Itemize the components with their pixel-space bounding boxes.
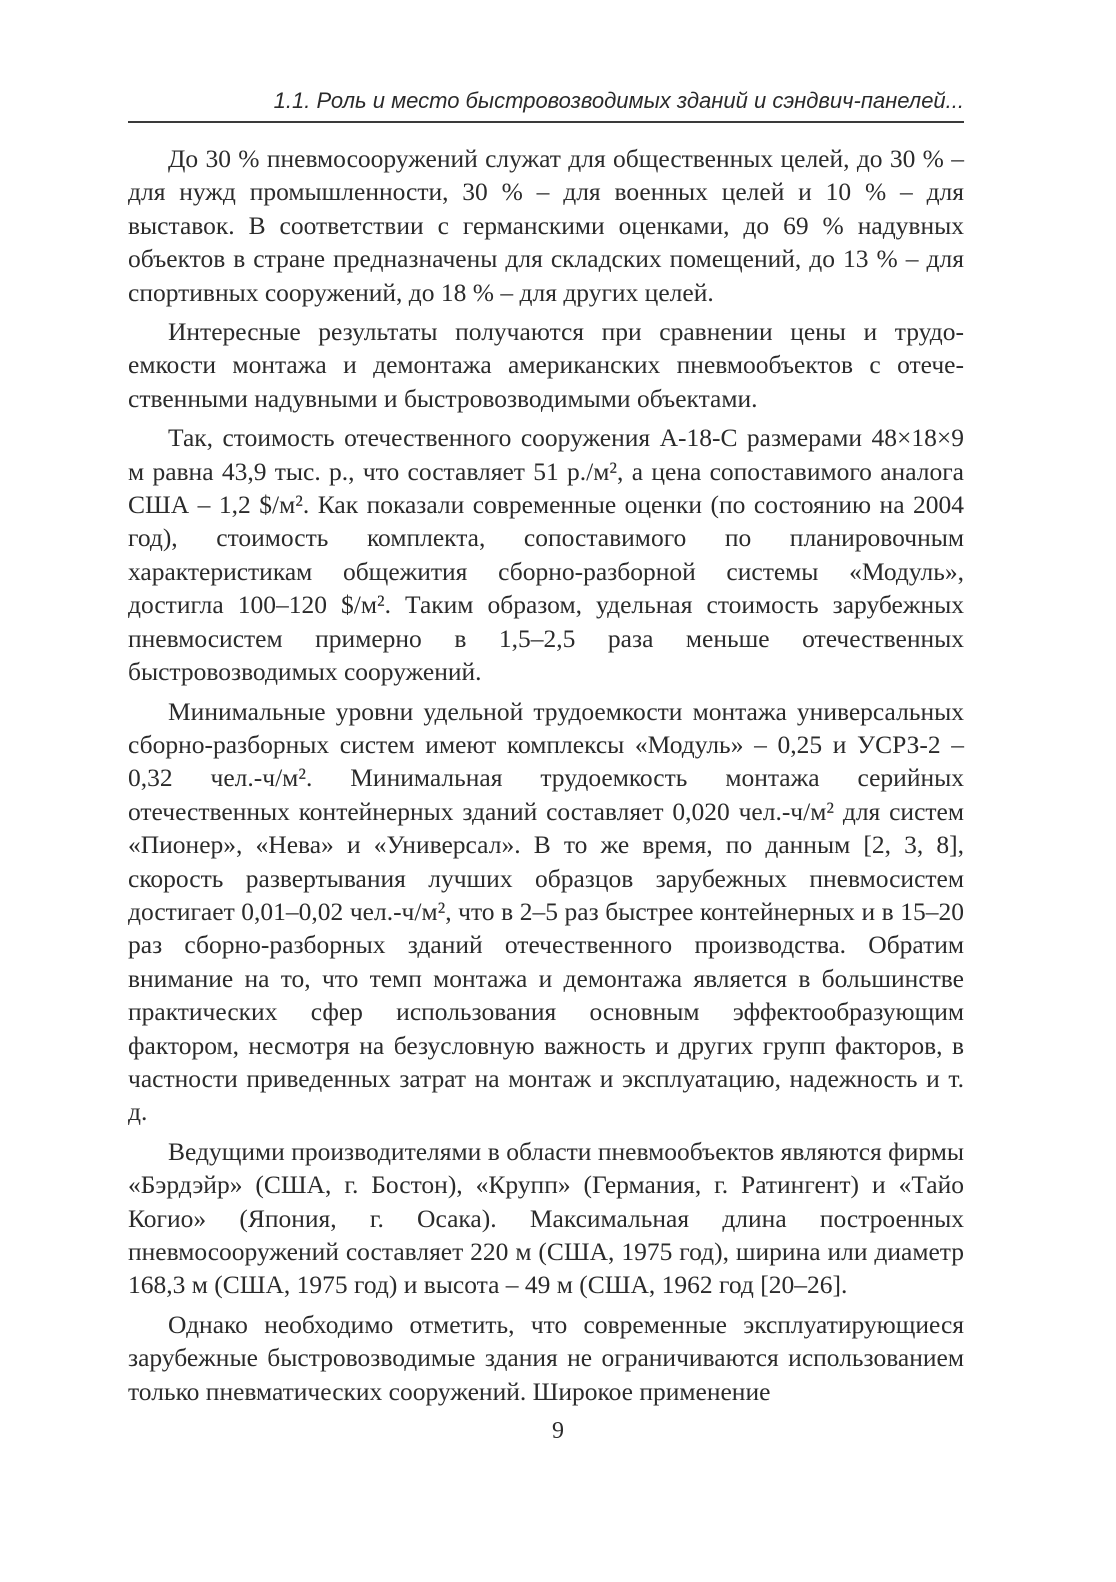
header-rule — [128, 121, 964, 123]
body-text — [128, 142, 964, 1408]
page-number: 9 — [552, 1418, 564, 1444]
paragraph-3: Так, стоимость отечественного сооружения А-18-С размерами 48×18×9 м равна 43,9 тыс. р., что составляет 51 р./м², а цена сопоставимого аналога США – 1,2 $/м². Как показали современные оценки (по состоянию на 2004 год), стоимость комплекта, сопоставимого по планировочным характеристикам общежития сборно-разборной системы «Модуль», достигла 100–120 $/м². Таким образом, удельная стоимость зарубежных пневмосистем примерно в 1,5–2,5 раза меньше отечественных быстровозводимых сооружений. — [128, 423, 964, 687]
running-header: 1.1. Роль и место быстровозводимых зданий и сэндвич-панелей... — [273, 88, 964, 113]
paragraph-6: Однако необходимо отметить, что современные эксплуатирующиеся зарубежные быстровозводимые здания не ограничиваются использованием только пневматических сооружений. Широкое применение — [128, 1309, 964, 1406]
paragraph-1: До 30 % пневмосооружений служат для общественных целей, до 30 % – для нужд промышленности, 30 % – для военных целей и 10 % – для выставок. В соответствии с германскими оценками, до 69 % надувных объектов в стране предназначены для складских помещений, до 13 % – для спортивных сооружений, до 18 % – для других целей. — [128, 144, 964, 307]
paragraph-4: Минимальные уровни удельной трудоемкости монтажа универсальных сборно-разборных систем имеют комплексы «Модуль» – 0,25 и УСРЗ-2 – 0,32 чел.-ч/м². Минимальная трудоемкость монтажа серийных отечественных контейнерных зданий составляет 0,020 чел.-ч/м² для систем «Пионер», «Нева» и «Универсал». В то же время, по данным [2, 3, 8], скорость развертывания лучших образцов зарубежных пневмосистем достигает 0,01–0,02 чел.-ч/м², что в 2–5 раз быстрее контейнерных и в 15–20 раз сборно-разборных зданий отечественного производства. Обратим внимание на то, что темп монтажа и демонтажа является в большинстве практических сфер использования основным эффектообразующим фактором, несмотря на безусловную важность и других групп факторов, в частности приведенных затрат на монтаж и эксплуатацию, надежность и т. д. — [128, 696, 964, 1127]
paragraph-5: Ведущими производителями в области пневмообъектов являются фирмы «Бэрдэйр» (США, г. Бостон), «Крупп» (Германия, г. Ратингент) и «Тайо Когио» (Япония, г. Осака). Максимальная длина построенных пневмосооружений составляет 220 м (США, 1975 год), ширина или диаметр 168,3 м (США, 1975 год) и высота – 49 м (США, 1962 год [20–26]. — [128, 1136, 964, 1300]
paragraph-2: Интересные результаты получаются при сравнении цены и трудоемкости монтажа и демонтажа американских пневмообъектов с отечественными надувными и быстровозводимыми объектами. — [128, 317, 964, 413]
